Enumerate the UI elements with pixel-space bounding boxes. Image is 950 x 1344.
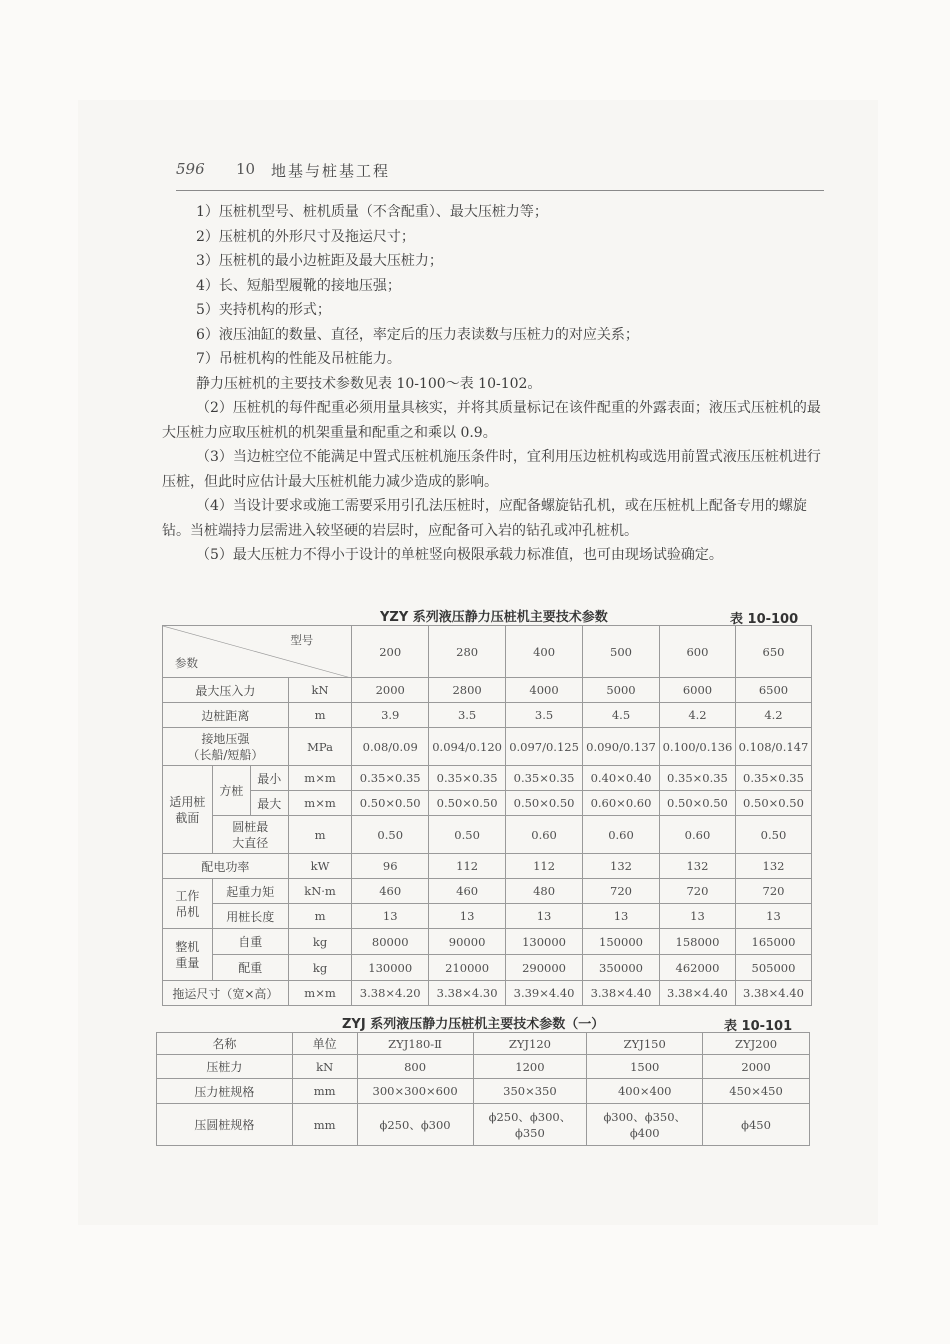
value-cell: 3.5	[429, 703, 506, 728]
table-row	[163, 854, 812, 879]
unit-cell: kN	[292, 1055, 357, 1079]
value-cell: 130000	[506, 929, 583, 955]
value-cell: 112	[429, 854, 506, 879]
group-label	[163, 929, 213, 981]
group-label	[163, 879, 213, 929]
value-cell: 400×400	[587, 1079, 703, 1104]
value-cell: 0.100/0.136	[659, 728, 735, 766]
value-cell: 800	[357, 1055, 473, 1079]
table-101-number: 表 10-101	[724, 1019, 793, 1034]
value-cell: 13	[506, 904, 583, 929]
value-cell: 4.5	[583, 703, 660, 728]
header-param: 参数	[175, 656, 198, 670]
value-cell: 3.38×4.40	[659, 981, 735, 1006]
table-row	[163, 766, 812, 791]
value-cell: 0.60	[659, 816, 735, 854]
value-cell: 1500	[587, 1055, 703, 1079]
unit-cell: MPa	[288, 728, 352, 766]
row-label-line: 圆桩最	[232, 819, 269, 834]
unit-cell: mm	[292, 1079, 357, 1104]
value-cell: 720	[659, 879, 735, 904]
row-label: 压力桩规格	[157, 1079, 293, 1104]
row-label-line: 接地压强	[201, 731, 250, 746]
paragraph: （3）当边桩空位不能满足中置式压桩机施压条件时，宜利用压边桩机构或选用前置式液压压桩机进行压桩，但此时应估计最大压桩机能力减少造成的影响。	[162, 449, 821, 490]
value-cell: 210000	[429, 955, 506, 981]
value-cell: 0.50	[735, 816, 811, 854]
value-cell: 505000	[735, 955, 811, 981]
value-cell: 3.5	[506, 703, 583, 728]
value-cell: ϕ250、ϕ300	[357, 1104, 473, 1146]
list-item: 4）长、短船型履靴的接地压强；	[196, 277, 401, 294]
value-cell: 0.090/0.137	[583, 728, 660, 766]
value-cell: 462000	[659, 955, 735, 981]
unit-cell: m	[288, 816, 352, 854]
value-cell: 150000	[583, 929, 660, 955]
value-cell: 13	[659, 904, 735, 929]
value-cell: 0.108/0.147	[735, 728, 811, 766]
table-row	[163, 981, 812, 1006]
table-row	[163, 703, 812, 728]
value-cell: 350000	[583, 955, 660, 981]
value-cell: 2000	[352, 678, 429, 703]
value-cell: 3.38×4.40	[735, 981, 811, 1006]
column-header: 单位	[292, 1033, 357, 1055]
value-cell: 450×450	[703, 1079, 810, 1104]
table-row	[157, 1055, 810, 1079]
model-header: 200	[352, 626, 429, 678]
row-label	[212, 816, 288, 854]
row-label: 边桩距离	[163, 703, 289, 728]
value-cell: 0.35×0.35	[352, 766, 429, 791]
table-100	[162, 625, 812, 1006]
value-cell: 0.097/0.125	[506, 728, 583, 766]
list-item: 5）夹持机构的形式；	[196, 302, 331, 318]
row-label: 自重	[212, 929, 288, 955]
value-cell: 4000	[506, 678, 583, 703]
table-row	[157, 1079, 810, 1104]
value-cell: 460	[352, 879, 429, 904]
list-item: 7）吊桩机构的性能及吊桩能力。	[196, 351, 401, 367]
unit-cell: kN	[288, 678, 352, 703]
value-cell: 460	[429, 879, 506, 904]
table-row	[163, 955, 812, 981]
list-item: 2）压桩机的外形尺寸及拖运尺寸；	[196, 228, 415, 245]
row-label-line: （长船/短船）	[187, 747, 264, 762]
row-label: 压桩力	[157, 1055, 293, 1079]
unit-cell: m×m	[288, 766, 352, 791]
value-cell: 300×300×600	[357, 1079, 473, 1104]
model-header: 500	[583, 626, 660, 678]
paragraph: （4）当设计要求或施工需要采用引孔法压桩时，应配备螺旋钻孔机，或在压桩机上配备专用的螺旋钻。当桩端持力层需进入较坚硬的岩层时，应配备可入岩的钻孔或冲孔桩机。	[162, 498, 807, 539]
row-label: 配重	[212, 955, 288, 981]
value-cell: 132	[735, 854, 811, 879]
list-item: 3）压桩机的最小边桩距及最大压桩力；	[196, 253, 443, 269]
table-100-number: 表 10-100	[730, 612, 799, 627]
paragraph: 静力压桩机的主要技术参数见表 10-100～表 10-102。	[196, 375, 542, 392]
group-label-line: 吊机	[175, 904, 200, 919]
value-cell: 0.50×0.50	[735, 791, 811, 816]
value-cell: 112	[506, 854, 583, 879]
model-header: 600	[659, 626, 735, 678]
row-label: 起重力矩	[212, 879, 288, 904]
value-cell: 4.2	[735, 703, 811, 728]
value-cell: 0.50×0.50	[506, 791, 583, 816]
table-row	[163, 678, 812, 703]
model-header: 280	[429, 626, 506, 678]
table-header-row	[157, 1033, 810, 1055]
table-101	[156, 1032, 810, 1146]
value-cell: 13	[583, 904, 660, 929]
value-cell: 0.60	[583, 816, 660, 854]
value-cell: 165000	[735, 929, 811, 955]
value-cell: 350×350	[473, 1079, 587, 1104]
table-row	[163, 791, 812, 816]
list-item: 1）压桩机型号、桩机质量（不含配重）、最大压桩力等；	[196, 204, 548, 220]
group-label-line: 工作	[175, 888, 200, 903]
unit-cell: m	[288, 904, 352, 929]
unit-cell: m×m	[288, 791, 352, 816]
unit-cell: m	[288, 703, 352, 728]
row-label-line: 大直径	[232, 835, 269, 850]
value-cell: 5000	[583, 678, 660, 703]
column-header: ZYJ200	[703, 1033, 810, 1055]
value-cell: 290000	[506, 955, 583, 981]
row-label	[163, 728, 289, 766]
value-cell: 6500	[735, 678, 811, 703]
value-cell: 720	[583, 879, 660, 904]
value-cell: 3.38×4.40	[583, 981, 660, 1006]
table-row	[163, 904, 812, 929]
value-cell: 0.50	[352, 816, 429, 854]
value-cell: 96	[352, 854, 429, 879]
value-cell: 0.50×0.50	[352, 791, 429, 816]
row-label: 最大压入力	[163, 678, 289, 703]
row-label: 最大	[250, 791, 288, 816]
unit-cell: mm	[292, 1104, 357, 1146]
value-cell: 3.39×4.40	[506, 981, 583, 1006]
list-item: 6）液压油缸的数量、直径，率定后的压力表读数与压桩力的对应关系；	[196, 326, 639, 343]
value-cell: 90000	[429, 929, 506, 955]
chapter-number: 10	[236, 160, 256, 178]
unit-cell: kN·m	[288, 879, 352, 904]
value-cell: 3.9	[352, 703, 429, 728]
value-cell: 0.094/0.120	[429, 728, 506, 766]
value-cell: 2000	[703, 1055, 810, 1079]
column-header: ZYJ120	[473, 1033, 587, 1055]
group-label: 适用桩截面	[163, 766, 213, 854]
unit-cell: m×m	[288, 981, 352, 1006]
table-row	[163, 728, 812, 766]
value-cell: ϕ250、ϕ300、ϕ350	[473, 1104, 587, 1146]
value-cell: 2800	[429, 678, 506, 703]
column-header: ZYJ180-Ⅱ	[357, 1033, 473, 1055]
unit-cell: kW	[288, 854, 352, 879]
value-cell: 0.40×0.40	[583, 766, 660, 791]
row-label: 配电功率	[163, 854, 289, 879]
row-label: 压圆桩规格	[157, 1104, 293, 1146]
table-101-title: ZYJ 系列液压静力压桩机主要技术参数（一）	[342, 1017, 605, 1032]
paragraph: （2）压桩机的每件配重必须用量具核实，并将其质量标记在该件配重的外露表面；液压式压桩机的最大压桩力应取压桩机的机架重量和配重之和乘以 0.9。	[162, 400, 821, 441]
table-100-title: YZY 系列液压静力压桩机主要技术参数	[380, 610, 608, 625]
running-header	[176, 158, 824, 191]
value-cell: 480	[506, 879, 583, 904]
unit-cell: kg	[288, 929, 352, 955]
group-label-line: 重量	[175, 955, 200, 970]
value-cell: 80000	[352, 929, 429, 955]
row-label: 最小	[250, 766, 288, 791]
value-cell: 13	[429, 904, 506, 929]
value-cell: 0.35×0.35	[429, 766, 506, 791]
value-cell: 0.35×0.35	[506, 766, 583, 791]
value-cell: 132	[659, 854, 735, 879]
value-cell: 0.50×0.50	[429, 791, 506, 816]
paragraph: （5）最大压桩力不得小于设计的单桩竖向极限承载力标准值，也可由现场试验确定。	[196, 547, 723, 563]
value-cell: 4.2	[659, 703, 735, 728]
value-cell: 130000	[352, 955, 429, 981]
value-cell: 0.60	[506, 816, 583, 854]
column-header: 名称	[157, 1033, 293, 1055]
value-cell: 13	[735, 904, 811, 929]
value-cell: 720	[735, 879, 811, 904]
value-cell: ϕ300、ϕ350、ϕ400	[587, 1104, 703, 1146]
value-cell: 13	[352, 904, 429, 929]
value-cell: 0.35×0.35	[659, 766, 735, 791]
value-cell: 1200	[473, 1055, 587, 1079]
value-cell: 0.60×0.60	[583, 791, 660, 816]
table-100-corner-header	[163, 626, 352, 678]
value-cell: 158000	[659, 929, 735, 955]
row-label: 用桩长度	[212, 904, 288, 929]
group-label-line: 整机	[175, 939, 200, 954]
subgroup-label: 方桩	[212, 766, 250, 816]
column-header: ZYJ150	[587, 1033, 703, 1055]
value-cell: ϕ450	[703, 1104, 810, 1146]
row-label: 拖运尺寸（宽×高）	[163, 981, 289, 1006]
model-header: 650	[735, 626, 811, 678]
header-model: 型号	[290, 633, 314, 647]
value-cell: 0.08/0.09	[352, 728, 429, 766]
value-cell: 0.50×0.50	[659, 791, 735, 816]
value-cell: 0.35×0.35	[735, 766, 811, 791]
table-row	[157, 1104, 810, 1146]
model-header: 400	[506, 626, 583, 678]
value-cell: 0.50	[429, 816, 506, 854]
value-cell: 3.38×4.20	[352, 981, 429, 1006]
value-cell: 132	[583, 854, 660, 879]
page-number: 596	[176, 160, 205, 178]
chapter-title: 地基与桩基工程	[271, 162, 391, 180]
value-cell: 3.38×4.30	[429, 981, 506, 1006]
table-row	[163, 816, 812, 854]
body-text	[162, 200, 822, 568]
value-cell: 6000	[659, 678, 735, 703]
table-row	[163, 879, 812, 904]
unit-cell: kg	[288, 955, 352, 981]
table-row	[163, 929, 812, 955]
